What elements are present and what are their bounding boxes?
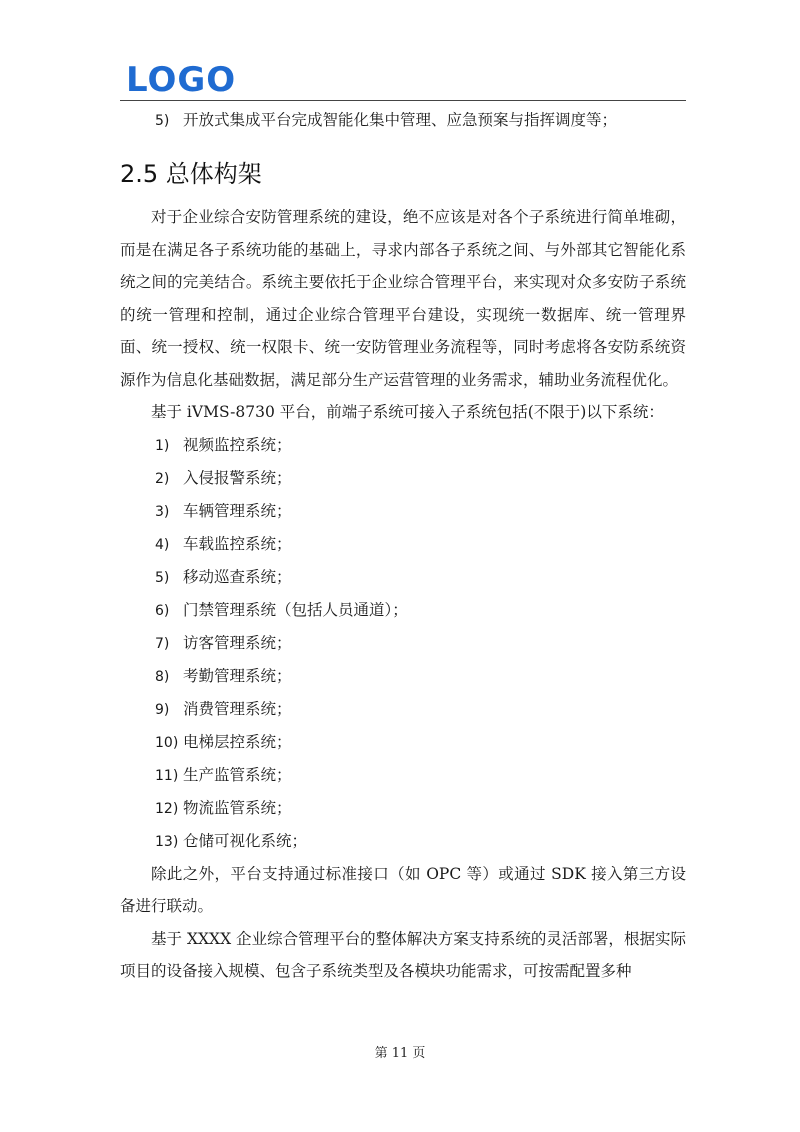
- list-item-number: 7): [155, 635, 170, 652]
- list-item: [120, 627, 686, 660]
- list-item: [120, 660, 686, 693]
- list-item-number: 9): [155, 701, 170, 718]
- list-item-text: 移动巡查系统；: [183, 567, 292, 586]
- list-item: [120, 726, 686, 759]
- list-item: [120, 462, 686, 495]
- list-item-number: 4): [155, 536, 170, 553]
- logo: LOGO: [126, 60, 237, 100]
- list-item-number: 11): [155, 767, 179, 784]
- list-item-text: 消费管理系统；: [183, 699, 292, 718]
- page-number: 第 11 页: [374, 1046, 426, 1061]
- list-item-number: 13): [155, 833, 179, 850]
- paragraph-overview: 对于企业综合安防管理系统的建设，绝不应该是对各个子系统进行简单堆砌，而是在满足各子系统功能的基础上，寻求内部各子系统之间、与外部其它智能化系统之间的完美结合。系统主要依托于企业综合管理平台，来实现对众多安防子系统的统一管理和控制，通过企业综合管理平台建设，实现统一数据库、统一管理界面、统一授权、统一权限卡、统一安防管理业务流程等，同时考虑将各安防系统资源作为信息化基础数据，满足部分生产运营管理的业务需求，辅助业务流程优化。: [120, 208, 686, 389]
- list-item: [120, 104, 686, 137]
- list-item-number: 1): [155, 437, 170, 454]
- list-item: [120, 528, 686, 561]
- list-item-number: 2): [155, 470, 170, 487]
- list-item-text: 视频监控系统；: [183, 435, 292, 454]
- list-item-text: 开放式集成平台完成智能化集中管理、应急预案与指挥调度等；: [183, 111, 618, 129]
- list-item: [120, 759, 686, 792]
- list-item-text: 入侵报警系统；: [183, 468, 292, 487]
- list-item-text: 车载监控系统；: [183, 534, 292, 553]
- list-item-text: 电梯层控系统；: [183, 732, 292, 751]
- list-item: [120, 792, 686, 825]
- document-body: [120, 104, 686, 988]
- list-item-text: 生产监管系统；: [183, 765, 292, 784]
- paragraph-deployment: 基于 XXXX 企业综合管理平台的整体解决方案支持系统的灵活部署，根据实际项目的设备接入规模、包含子系统类型及各模块功能需求，可按需配置多种: [120, 929, 686, 980]
- list-item: [120, 495, 686, 528]
- list-item-text: 门禁管理系统（包括人员通道）；: [183, 600, 408, 619]
- list-item: [120, 825, 686, 858]
- paragraph-subsystem-intro: 基于 iVMS-8730 平台，前端子系统可接入子系统包括(不限于)以下系统：: [151, 403, 664, 421]
- paragraph-third-party: 除此之外，平台支持通过标准接口（如 OPC 等）或通过 SDK 接入第三方设备进行联动。: [120, 864, 686, 915]
- list-item-number: 8): [155, 668, 170, 685]
- list-item: [120, 594, 686, 627]
- list-item-number: 12): [155, 800, 179, 817]
- list-item-number: 5): [155, 113, 170, 129]
- list-item: [120, 693, 686, 726]
- page-header: [120, 62, 686, 102]
- list-item-text: 访客管理系统；: [183, 633, 292, 652]
- list-item-number: 6): [155, 602, 170, 619]
- list-item-number: 10): [155, 734, 179, 751]
- header-divider: [120, 100, 686, 101]
- list-item-text: 仓储可视化系统；: [183, 831, 308, 850]
- list-item: [120, 429, 686, 462]
- section-heading: 2.5 总体构架: [120, 160, 262, 188]
- list-item-number: 5): [155, 569, 170, 586]
- subsystem-list: [120, 429, 686, 858]
- list-item-text: 车辆管理系统；: [183, 501, 292, 520]
- list-item-text: 考勤管理系统；: [183, 666, 292, 685]
- list-item-text: 物流监管系统；: [183, 798, 292, 817]
- list-item: [120, 561, 686, 594]
- list-item-number: 3): [155, 503, 170, 520]
